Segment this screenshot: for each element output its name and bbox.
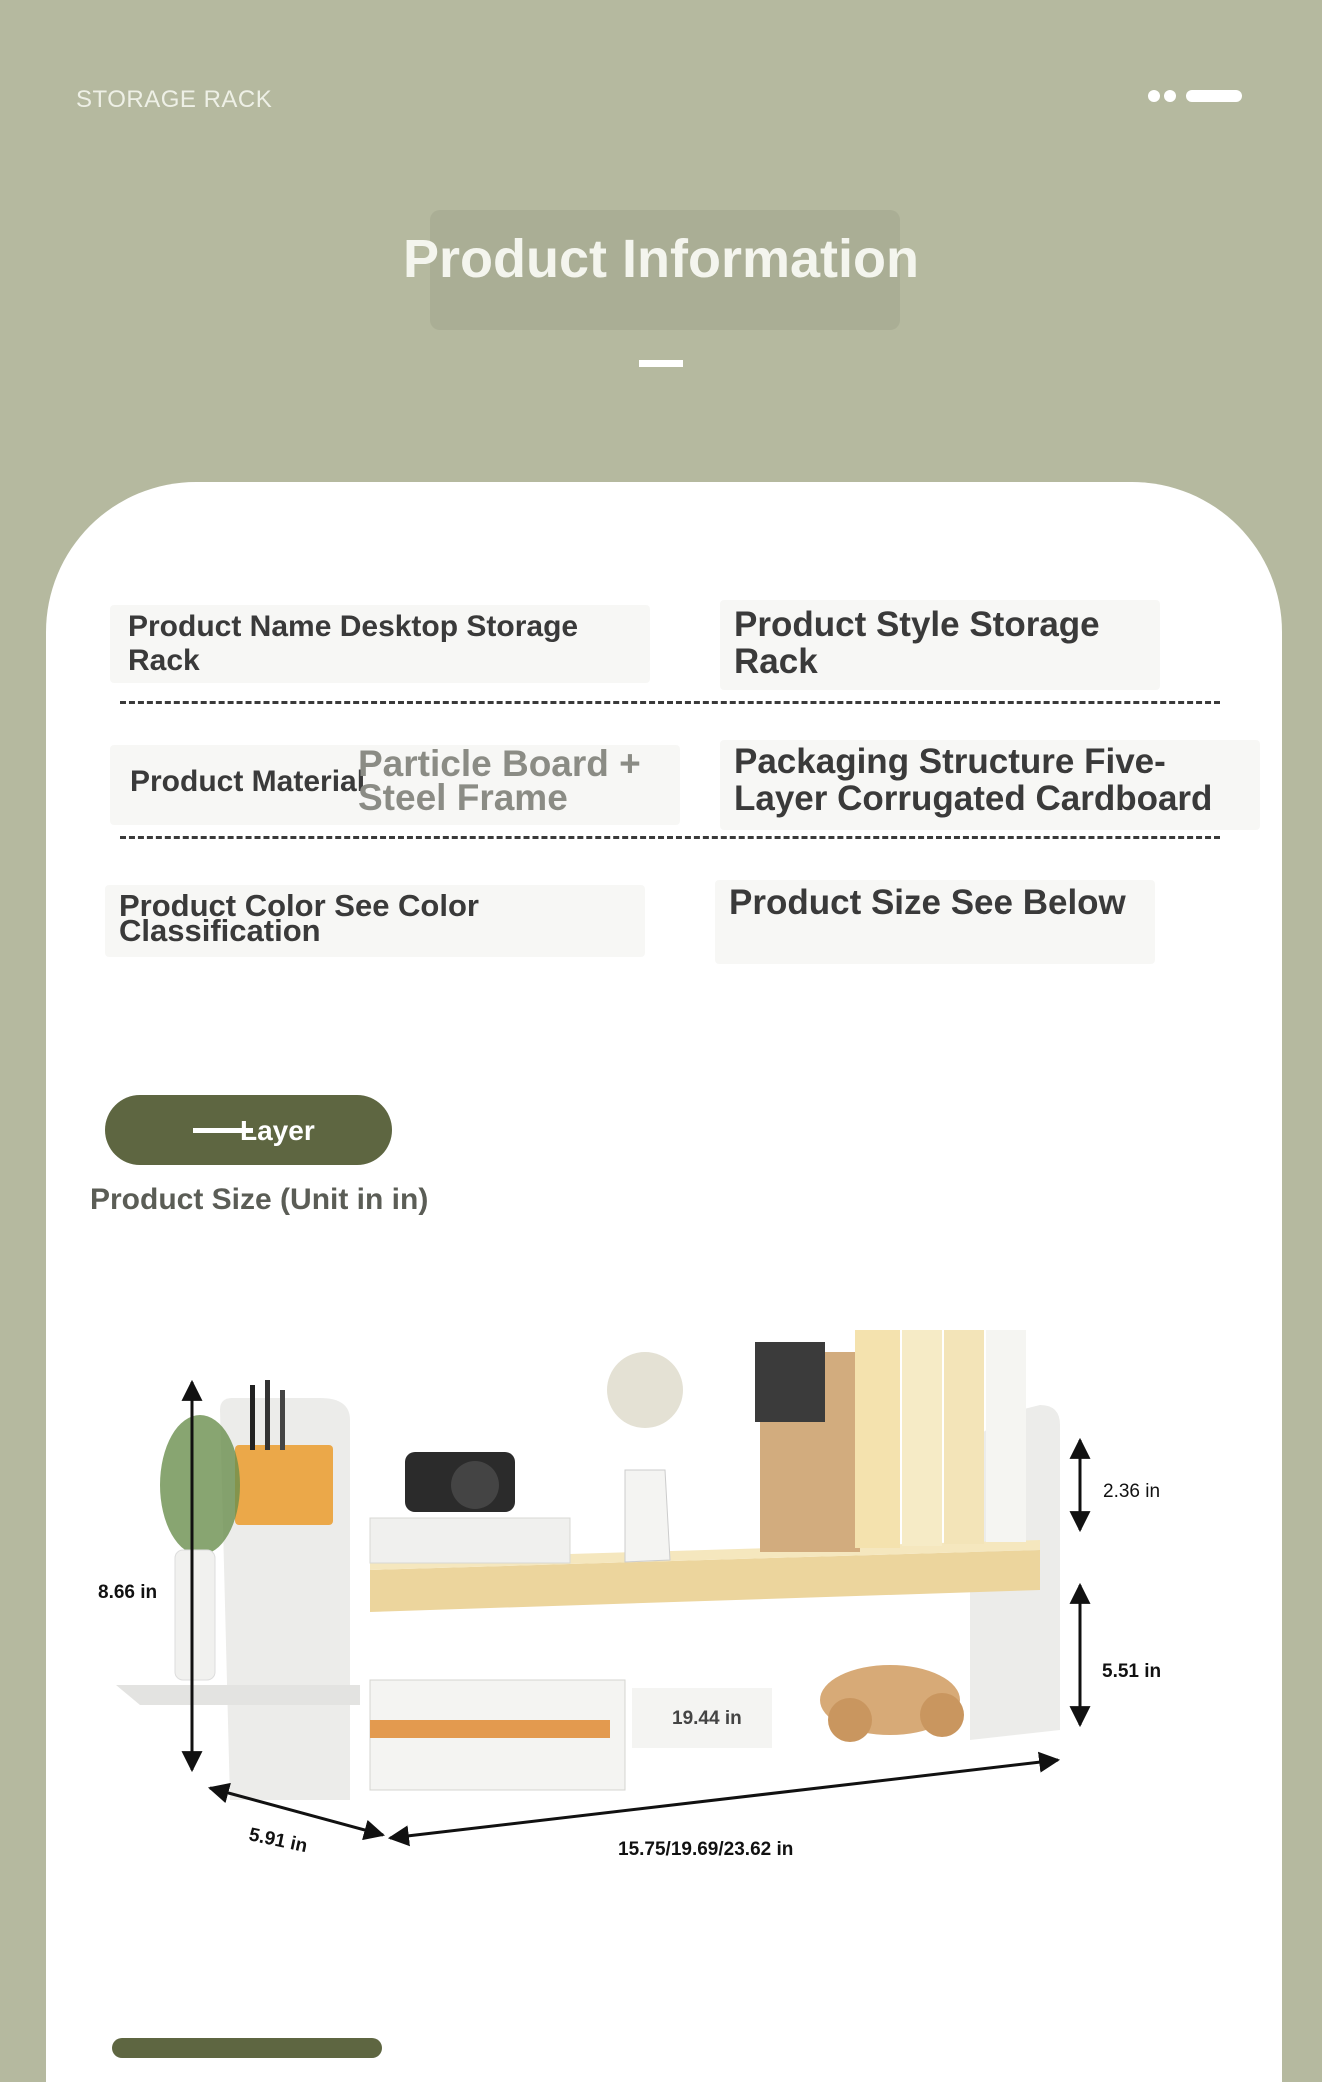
- spec-size: Product Size See Below: [715, 880, 1155, 964]
- vase-icon: [625, 1470, 670, 1562]
- depth-label: 5.91 in: [246, 1824, 310, 1858]
- file-box: [986, 1330, 1026, 1542]
- spec-material: [110, 745, 680, 825]
- spec-packaging: Packaging Structure Five-Layer Corrugated Cardboard: [720, 740, 1260, 830]
- pen-icon: [280, 1390, 285, 1450]
- black-folder: [755, 1342, 825, 1422]
- material-label: Product Material: [130, 765, 366, 798]
- side-tray: [116, 1685, 360, 1705]
- pen-icon: [250, 1385, 255, 1450]
- flower-icon: [607, 1352, 683, 1428]
- size-section-label: Product Size (Unit in in): [90, 1183, 429, 1216]
- plant-icon: [160, 1415, 240, 1555]
- next-section-tag: [112, 2038, 382, 2058]
- spec-style: Product Style Storage Rack: [720, 600, 1160, 690]
- pen-icon: [265, 1380, 270, 1450]
- top-gap-label: 2.36 in: [1103, 1481, 1161, 1502]
- menu-icon[interactable]: [1148, 90, 1242, 102]
- book-stack: [370, 1518, 570, 1563]
- file-box: [902, 1330, 942, 1546]
- camera-lens: [451, 1461, 499, 1509]
- page-title: Product Information: [403, 229, 919, 289]
- product-dimension-diagram: [80, 1310, 1240, 1890]
- spec-color: Product Color See Color Classification: [105, 885, 645, 957]
- shelf-length-label: 19.44 in: [672, 1708, 742, 1729]
- file-box: [944, 1330, 984, 1544]
- bottom-gap-label: 5.51 in: [1102, 1661, 1162, 1682]
- dot-icon: [1148, 90, 1160, 102]
- material-value: Particle Board + Steel Frame: [358, 743, 641, 818]
- wheel-icon: [920, 1693, 964, 1737]
- dot-icon: [1164, 90, 1176, 102]
- layer-tag[interactable]: Layer: [105, 1095, 392, 1165]
- wheel-icon: [828, 1698, 872, 1742]
- width-label: 15.75/19.69/23.62 in: [618, 1839, 794, 1860]
- pen-cup: [235, 1445, 333, 1525]
- spec-name: Product Name Desktop Storage Rack: [110, 605, 650, 683]
- book-icon: [370, 1720, 610, 1738]
- dashed-divider: [120, 701, 1220, 704]
- file-box: [855, 1330, 900, 1548]
- vase-icon: [175, 1550, 215, 1680]
- dash-icon: [1186, 90, 1242, 102]
- dashed-divider: [120, 836, 1220, 839]
- title-underline: [639, 360, 683, 367]
- height-label: 8.66 in: [98, 1582, 158, 1603]
- brand-label: STORAGE RACK: [76, 86, 273, 113]
